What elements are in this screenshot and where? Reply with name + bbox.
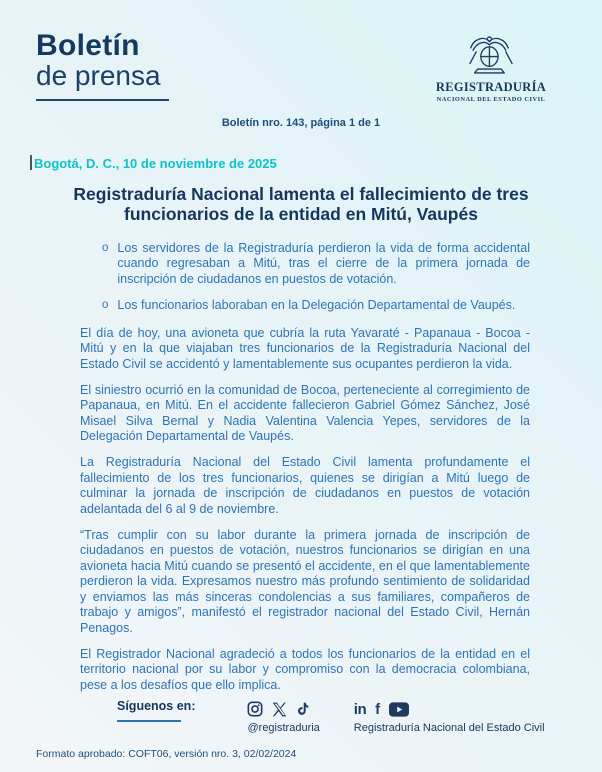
article-title: Registraduría Nacional lamenta el fallecimiento de tres funcionarios de la entidad en Mitú, Vaupés — [73, 184, 529, 225]
paragraph: El día de hoy, una avioneta que cubría la ruta Yavaraté - Papanaua - Bocoa - Mitú y en la que viajaban tres funcionarios de la Registraduría Nacional del Estado Civil se accidentó y lamentablemente sus ocupantes perdieron la vida. — [80, 325, 530, 371]
paragraph: El Registrador Nacional agradeció a todos los funcionarios de la entidad en el territorio nacional por su labor y compromiso con la democracia colombiana, pese a los desafíos que ello implica. — [80, 646, 530, 692]
paragraph: El siniestro ocurrió en la comunidad de Bocoa, perteneciente al corregimiento de Papanaua, en Mitú. En el accidente fallecieron Gabriel Gómez Sánchez, José Misael Silva Bernal y Nadia Valentina Valencia Yepes, servidores de la Delegación Departamental de Vaupés. — [80, 382, 530, 444]
bullet-marker: o — [102, 299, 109, 312]
follow-us — [117, 699, 195, 722]
logo-name-line2: NACIONAL DEL ESTADO CIVIL — [436, 96, 546, 103]
masthead-underline — [36, 99, 169, 101]
instagram-icon[interactable] — [247, 701, 263, 717]
x-icon[interactable] — [272, 702, 287, 717]
bullet-list — [102, 241, 530, 314]
list-item — [102, 241, 530, 288]
registraduria-emblem-icon — [466, 32, 516, 78]
bullet-text: Los funcionarios laboraban en la Delegación Departamental de Vaupés. — [117, 298, 516, 313]
social-icons-row — [354, 699, 545, 719]
paragraph: “Tras cumplir con su labor durante la primera jornada de inscripción de ciudadanos en puestos de votación, nuestros funcionarios se dirigían en una avioneta hacia Mitú cuando se presentó el accidente, en el que lamentablemente perdieron la vida. Expresamos nuestro más profundo sentimiento de solidaridad y enviamos las más sinceras condolencias a sus familiares, compañeros de trabajo y amigos”, manifestó el registrador nacional del Estado Civil, Hernán Penagos. — [80, 527, 530, 635]
bullet-text: Los servidores de la Registraduría perdieron la vida de forma accidental cuando regresaban a Mitú, tras el cierre de la primera jornada de inscripción de ciudadanos en puestos de votación. — [117, 240, 530, 286]
social-group-pages — [354, 699, 545, 734]
social-footer — [0, 699, 602, 734]
format-approval-note: Formato aprobado: COFT06, versión nro. 3, 02/02/2024 — [36, 748, 297, 760]
paragraph: La Registraduría Nacional del Estado Civil lamenta profundamente el fallecimiento de los tres funcionarios, quienes se dirigían a Mitú luego de culminar la jornada de inscripción de ciudadanos en puestos de votación adelantada del 6 al 9 de noviembre. — [80, 455, 530, 516]
follow-us-label: Síguenos en: — [117, 699, 196, 713]
registraduria-logo — [416, 30, 566, 103]
masthead — [0, 0, 602, 103]
dateline-text: Bogotá, D. C., 10 de noviembre de 2025 — [34, 156, 277, 171]
masthead-title — [36, 30, 169, 101]
masthead-title-bold: Boletín — [36, 29, 140, 62]
social-page-name: Registraduría Nacional del Estado Civil — [353, 722, 545, 734]
dateline — [30, 155, 602, 171]
text-cursor — [30, 155, 32, 170]
social-group-handle — [247, 699, 319, 734]
tiktok-icon[interactable] — [296, 701, 310, 717]
masthead-title-light: de prensa — [36, 59, 161, 91]
article-body — [80, 326, 530, 694]
social-icons-row — [247, 699, 319, 719]
list-item — [102, 298, 530, 314]
logo-name-line1: REGISTRADURÍA — [435, 80, 547, 94]
linkedin-icon[interactable]: in — [353, 700, 367, 718]
social-handle: @registraduria — [247, 722, 320, 734]
follow-us-underline — [117, 720, 181, 722]
facebook-icon[interactable]: f — [375, 700, 380, 718]
youtube-icon[interactable] — [389, 702, 409, 717]
bullet-marker: o — [102, 241, 109, 254]
bulletin-number: Boletín nro. 143, página 1 de 1 — [221, 117, 381, 129]
